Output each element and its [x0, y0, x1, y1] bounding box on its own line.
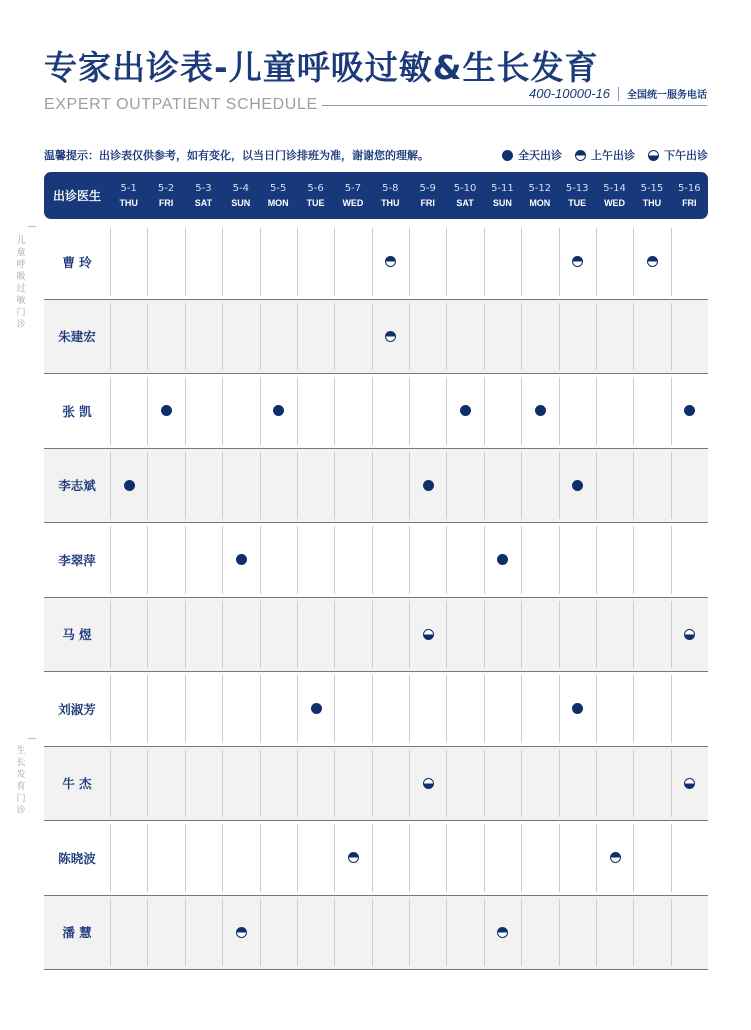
schedule-cell: [521, 377, 558, 445]
schedule-cell: [185, 601, 222, 669]
day-date: 5-3: [195, 182, 212, 194]
schedule-cell: [446, 675, 483, 743]
schedule-cell: [185, 303, 222, 371]
schedule-cell: [372, 824, 409, 892]
notice-row: [44, 146, 708, 164]
doctor-row: [44, 896, 708, 971]
doctor-column-header: 出诊医生: [52, 189, 101, 203]
phone-separator: [618, 87, 619, 101]
schedule-cell: [110, 452, 147, 520]
full-day-dot-icon: [572, 480, 583, 491]
schedule-cell: [446, 601, 483, 669]
doctor-row: [44, 598, 708, 673]
schedule-cell: [521, 675, 558, 743]
doctor-name: 李翠萍: [58, 552, 96, 568]
full-day-dot-icon: [572, 703, 583, 714]
schedule-cell: [110, 899, 147, 967]
schedule-cell: [484, 526, 521, 594]
schedule-cell: [110, 526, 147, 594]
schedule-cell: [633, 303, 670, 371]
schedule-cell: [185, 228, 222, 296]
schedule-cell: [409, 303, 446, 371]
schedule-cell: [297, 228, 334, 296]
doctor-name: 张 凯: [62, 403, 92, 419]
schedule-cell: [671, 675, 708, 743]
doctor-row: [44, 300, 708, 375]
full-day-dot-icon: [423, 480, 434, 491]
schedule-cell: [559, 750, 596, 818]
schedule-cell: [446, 750, 483, 818]
schedule-cell: [671, 452, 708, 520]
day-header: [297, 172, 334, 219]
schedule-cell: [521, 526, 558, 594]
day-date: 5-6: [307, 182, 324, 194]
legend-item: [575, 147, 635, 163]
day-header: [484, 172, 521, 219]
schedule-cell: [446, 228, 483, 296]
schedule-cell: [334, 899, 371, 967]
schedule-cell: [297, 899, 334, 967]
schedule-cell: [559, 526, 596, 594]
schedule-cell: [297, 750, 334, 818]
doctor-row: [44, 449, 708, 524]
schedule-cell: [185, 824, 222, 892]
schedule-cell: [147, 675, 184, 743]
schedule-cell: [559, 824, 596, 892]
schedule-cell: [110, 750, 147, 818]
schedule-cell: [222, 303, 259, 371]
schedule-cell: [372, 377, 409, 445]
doctor-row: [44, 374, 708, 449]
full-day-dot-icon: [273, 405, 284, 416]
schedule-cell: [484, 452, 521, 520]
day-date: 5-16: [677, 182, 701, 194]
schedule-cell: [409, 899, 446, 967]
day-header: [222, 172, 259, 219]
schedule-cell: [372, 601, 409, 669]
schedule-cell: [446, 452, 483, 520]
schedule-cell: [484, 750, 521, 818]
doctor-name: 陈晓波: [58, 850, 96, 866]
schedule-cell: [409, 452, 446, 520]
schedule-cell: [147, 601, 184, 669]
schedule-cell: [446, 824, 483, 892]
schedule-cell: [334, 452, 371, 520]
doctor-row: [44, 672, 708, 747]
schedule-cell: [633, 675, 670, 743]
doctor-name: 潘 慧: [62, 925, 92, 941]
page-title: 专家出诊表-儿童呼吸过敏&生长发育: [44, 48, 599, 87]
schedule-cell: [559, 228, 596, 296]
day-date: 5-12: [528, 182, 552, 194]
schedule-cell: [110, 601, 147, 669]
schedule-cell: [222, 601, 259, 669]
schedule-cell: [147, 750, 184, 818]
schedule-cell: [409, 675, 446, 743]
schedule-cell: [521, 452, 558, 520]
schedule-cell: [372, 750, 409, 818]
schedule-cell: [372, 899, 409, 967]
day-date: 5-7: [344, 182, 362, 194]
schedule-cell: [260, 526, 297, 594]
schedule-cell: [372, 228, 409, 296]
schedule-cell: [671, 601, 708, 669]
afternoon-dot-icon: [423, 778, 434, 789]
schedule-cell: [260, 899, 297, 967]
legend-label: 下午出诊: [664, 149, 708, 162]
schedule-cell: [521, 228, 558, 296]
schedule-cell: [222, 824, 259, 892]
schedule-cell: [446, 899, 483, 967]
schedule-cell: [596, 750, 633, 818]
schedule-cell: [147, 899, 184, 967]
schedule-cell: [222, 452, 259, 520]
schedule-cell: [372, 303, 409, 371]
afternoon-dot-icon: [648, 150, 659, 161]
doctor-row: [44, 523, 708, 598]
schedule-cell: [446, 526, 483, 594]
schedule-cell: [521, 899, 558, 967]
day-weekday: FRI: [682, 197, 697, 208]
subtitle-divider: [322, 105, 707, 106]
day-header: [633, 172, 670, 219]
morning-dot-icon: [385, 256, 396, 267]
schedule-cell: [222, 526, 259, 594]
schedule-cell: [484, 675, 521, 743]
schedule-cell: [334, 750, 371, 818]
schedule-cell: [633, 377, 670, 445]
schedule-cell: [633, 601, 670, 669]
schedule-cell: [409, 377, 446, 445]
schedule-cell: [334, 675, 371, 743]
legend-label: 上午出诊: [591, 149, 635, 162]
afternoon-dot-icon: [684, 629, 695, 640]
schedule-cell: [671, 750, 708, 818]
day-header: [110, 172, 147, 219]
page-subtitle: EXPERT OUTPATIENT SCHEDULE: [44, 96, 318, 113]
full-day-dot-icon: [535, 405, 546, 416]
schedule-cell: [334, 303, 371, 371]
day-weekday: THU: [119, 197, 138, 208]
day-weekday: SAT: [456, 197, 474, 208]
legend-item: [502, 147, 562, 163]
schedule-cell: [671, 899, 708, 967]
schedule-cell: [596, 601, 633, 669]
schedule-cell: [596, 452, 633, 520]
schedule-cell: [671, 303, 708, 371]
schedule-header: [44, 172, 708, 219]
schedule-cell: [147, 824, 184, 892]
morning-dot-icon: [497, 927, 508, 938]
morning-dot-icon: [236, 927, 247, 938]
schedule-cell: [484, 824, 521, 892]
schedule-cell: [110, 824, 147, 892]
schedule-cell: [596, 303, 633, 371]
schedule-cell: [260, 824, 297, 892]
afternoon-dot-icon: [684, 778, 695, 789]
full-day-dot-icon: [460, 405, 471, 416]
schedule-cell: [334, 526, 371, 594]
schedule-cell: [297, 824, 334, 892]
day-weekday: MON: [267, 197, 289, 208]
phone-label: 全国统一服务电话: [627, 90, 707, 101]
schedule-cell: [260, 675, 297, 743]
day-weekday: WED: [342, 197, 364, 208]
doctor-name: 李志斌: [58, 478, 96, 494]
day-header: [409, 172, 446, 219]
department-label-respiratory: 儿童呼吸过敏门诊: [16, 236, 26, 330]
schedule-cell: [297, 675, 334, 743]
doctor-name: 马 煜: [62, 627, 92, 643]
schedule-cell: [260, 377, 297, 445]
schedule-cell: [446, 377, 483, 445]
schedule-cell: [521, 601, 558, 669]
schedule-cell: [596, 526, 633, 594]
schedule-cell: [633, 452, 670, 520]
morning-dot-icon: [572, 256, 583, 267]
schedule-cell: [297, 601, 334, 669]
schedule-cell: [559, 899, 596, 967]
doctor-row: [44, 225, 708, 300]
schedule-cell: [222, 377, 259, 445]
schedule-cell: [521, 750, 558, 818]
day-header: [372, 172, 409, 219]
schedule-cell: [409, 601, 446, 669]
day-weekday: THU: [642, 197, 662, 208]
schedule-cell: [297, 452, 334, 520]
schedule-cell: [671, 824, 708, 892]
schedule-cell: [147, 303, 184, 371]
schedule-cell: [297, 526, 334, 594]
day-date: 5-1: [120, 182, 137, 194]
doctor-name: 刘淑芳: [58, 701, 96, 717]
schedule-cell: [671, 377, 708, 445]
full-day-dot-icon: [311, 703, 322, 714]
schedule-cell: [147, 526, 184, 594]
day-header: [596, 172, 633, 219]
schedule-cell: [260, 452, 297, 520]
day-date: 5-8: [382, 182, 399, 194]
schedule-cell: [559, 675, 596, 743]
day-header: [147, 172, 184, 219]
schedule-cell: [521, 303, 558, 371]
schedule-cell: [110, 675, 147, 743]
schedule-cell: [334, 824, 371, 892]
day-header: [559, 172, 596, 219]
doctor-name: 曹 玲: [62, 254, 92, 270]
day-date: 5-2: [157, 182, 175, 194]
schedule-cell: [185, 377, 222, 445]
day-weekday: TUE: [306, 197, 325, 208]
schedule-cell: [222, 675, 259, 743]
schedule-cell: [596, 899, 633, 967]
morning-dot-icon: [348, 852, 359, 863]
schedule-cell: [559, 601, 596, 669]
schedule-cell: [484, 899, 521, 967]
day-date: 5-10: [453, 182, 477, 194]
day-date: 5-5: [270, 182, 287, 194]
day-date: 5-13: [565, 182, 589, 194]
schedule-cell: [596, 675, 633, 743]
day-weekday: WED: [604, 197, 626, 208]
full-day-dot-icon: [684, 405, 695, 416]
day-date: 5-4: [232, 182, 249, 194]
schedule-cell: [260, 750, 297, 818]
day-header: [260, 172, 297, 219]
day-header: [334, 172, 371, 219]
schedule-cell: [222, 228, 259, 296]
morning-dot-icon: [647, 256, 658, 267]
doctor-row: [44, 747, 708, 822]
schedule-cell: [372, 526, 409, 594]
legend-label: 全天出诊: [518, 149, 562, 162]
department-bracket-respiratory: [28, 226, 36, 227]
doctor-name: 牛 杰: [62, 776, 92, 792]
day-weekday: FRI: [158, 197, 174, 208]
day-header: [521, 172, 558, 219]
service-phone: [529, 86, 707, 101]
phone-number: 400-10000-16: [529, 86, 610, 101]
schedule-cell: [633, 824, 670, 892]
schedule-cell: [372, 675, 409, 743]
day-weekday: THU: [381, 197, 400, 208]
schedule-cell: [484, 228, 521, 296]
schedule-cell: [185, 750, 222, 818]
morning-dot-icon: [610, 852, 621, 863]
schedule-cell: [671, 526, 708, 594]
schedule-cell: [409, 526, 446, 594]
schedule-cell: [185, 526, 222, 594]
schedule-cell: [633, 526, 670, 594]
schedule-cell: [559, 303, 596, 371]
full-day-dot-icon: [236, 554, 247, 565]
schedule-cell: [559, 377, 596, 445]
schedule-cell: [633, 750, 670, 818]
schedule-cell: [334, 377, 371, 445]
day-weekday: SUN: [492, 197, 512, 208]
schedule-cell: [110, 303, 147, 371]
schedule-cell: [559, 452, 596, 520]
schedule-cell: [147, 452, 184, 520]
schedule-cell: [185, 899, 222, 967]
day-date: 5-14: [603, 182, 626, 194]
schedule-cell: [409, 750, 446, 818]
schedule-cell: [297, 377, 334, 445]
department-label-growth: 生长发育门诊: [16, 746, 26, 816]
day-date: 5-15: [640, 182, 664, 194]
day-weekday: FRI: [420, 197, 435, 208]
day-weekday: MON: [529, 197, 551, 208]
schedule-cell: [260, 228, 297, 296]
schedule-cell: [596, 228, 633, 296]
schedule-cell: [484, 601, 521, 669]
schedule-cell: [446, 303, 483, 371]
schedule-grid: [44, 225, 708, 970]
schedule-cell: [260, 601, 297, 669]
schedule-cell: [372, 452, 409, 520]
schedule-cell: [596, 377, 633, 445]
doctor-name: 朱建宏: [58, 329, 96, 345]
legend-item: [648, 147, 708, 163]
morning-dot-icon: [575, 150, 586, 161]
morning-dot-icon: [385, 331, 396, 342]
day-weekday: SAT: [194, 197, 213, 208]
schedule-cell: [596, 824, 633, 892]
schedule-cell: [409, 228, 446, 296]
full-day-dot-icon: [124, 480, 135, 491]
schedule-cell: [297, 303, 334, 371]
day-header: [185, 172, 222, 219]
schedule-cell: [147, 377, 184, 445]
schedule-cell: [334, 228, 371, 296]
day-date: 5-11: [491, 182, 514, 194]
department-bracket-growth: [28, 738, 36, 739]
schedule-cell: [222, 899, 259, 967]
schedule-cell: [521, 824, 558, 892]
day-header: [446, 172, 483, 219]
schedule-cell: [633, 899, 670, 967]
schedule-cell: [260, 303, 297, 371]
schedule-cell: [110, 377, 147, 445]
schedule-cell: [185, 675, 222, 743]
schedule-cell: [147, 228, 184, 296]
schedule-cell: [484, 303, 521, 371]
schedule-cell: [484, 377, 521, 445]
full-day-dot-icon: [502, 150, 513, 161]
schedule-cell: [185, 452, 222, 520]
schedule-cell: [222, 750, 259, 818]
full-day-dot-icon: [497, 554, 508, 565]
doctor-row: [44, 821, 708, 896]
schedule-cell: [409, 824, 446, 892]
afternoon-dot-icon: [423, 629, 434, 640]
schedule-cell: [334, 601, 371, 669]
schedule-cell: [671, 228, 708, 296]
schedule-cell: [110, 228, 147, 296]
full-day-dot-icon: [161, 405, 172, 416]
day-weekday: TUE: [568, 197, 587, 208]
notice-text: 温馨提示：出诊表仅供参考，如有变化，以当日门诊排班为准，谢谢您的理解。: [44, 149, 429, 162]
schedule-cell: [633, 228, 670, 296]
legend: [489, 147, 708, 163]
day-weekday: SUN: [231, 197, 251, 208]
day-date: 5-9: [419, 182, 436, 194]
day-header: [671, 172, 708, 219]
